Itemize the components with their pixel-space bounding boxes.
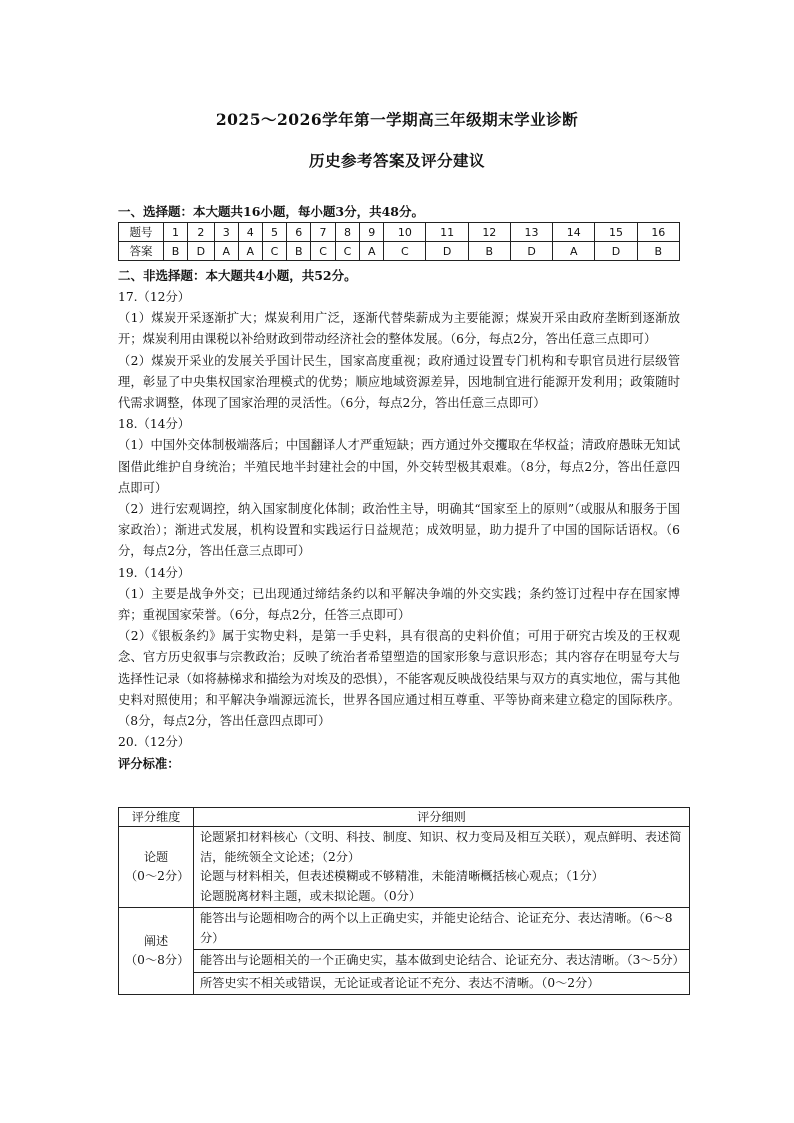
section2-heading: 二、非选择题：本大题共4小题，共52分。 (118, 268, 357, 283)
question-number: 13 (510, 223, 552, 242)
section1-heading: 一、选择题：本大题共16小题，每小题3分，共48分。 (118, 204, 424, 219)
answer-letter: A (214, 242, 238, 261)
question-number: 2 (188, 223, 215, 242)
answer-letter: D (595, 242, 637, 261)
q18-part2: （2）进行宏观调控，纳入国家制度化体制；政治性主导，明确其“国家至上的原则”（或服从和服务于国家政治）；渐进式发展，机构设置和实践运行日益规范；成效明显，助力提升了中国的国际话语权。（6分，每点2分，答出任意三点即可） (118, 502, 680, 559)
question-number: 16 (637, 223, 679, 242)
rubric-thesis-row (119, 827, 690, 908)
question-number: 7 (311, 223, 335, 242)
answer-letter: D (426, 242, 468, 261)
thesis-criterion: 论题与材料相关，但表述模糊或不够精准，未能清晰概括核心观点；（1分） (200, 869, 604, 883)
question-number: 6 (287, 223, 311, 242)
answer-letter: B (468, 242, 510, 261)
answer-letter: D (188, 242, 215, 261)
answer-letter-row (119, 242, 680, 261)
row-label-number: 题号 (119, 223, 164, 242)
question-number: 9 (360, 223, 384, 242)
q19-part1: （1）主要是战争外交；已出现通过缔结条约以和平解决争端的外交实践；条约签订过程中存在国家博弈；重视国家荣誉。（6分，每点2分，任答三点即可） (118, 586, 680, 623)
q19-heading: 19.（14分） (118, 565, 191, 580)
rubric-argue-row (119, 950, 690, 973)
answer-letter: A (360, 242, 384, 261)
answer-letter: C (262, 242, 286, 261)
rubric-thesis-details (194, 827, 690, 908)
q19-part2: （2）《银板条约》属于实物史料，是第一手史料，具有很高的史料价值；可用于研究古埃及的王权观念、官方历史叙事与宗教政治；反映了统治者希望塑造的国家形象与意识形态；其内容存在明显夸大与选择性记录（如将赫梯求和描绘为对埃及的恐惧），不能客观反映战役结果与双方的真实地位，需与其他史料对照使用；和平解决争端源远流长，世界各国应通过相互尊重、平等协商来建立稳定的国际秩序。（8分，每点2分，答出任意四点即可） (118, 629, 680, 729)
question-number: 15 (595, 223, 637, 242)
q20-heading: 20.（12分） (118, 735, 191, 750)
rubric-argue-row (119, 908, 690, 950)
argue-criterion: 能答出与论题相吻合的两个以上正确史实，并能史论结合、论证充分、表达清晰。（6～8分） (194, 908, 690, 950)
answer-letter: C (335, 242, 359, 261)
rubric-col-details: 评分细则 (194, 808, 690, 827)
thesis-label: 论题 (143, 849, 169, 864)
question-number: 4 (238, 223, 262, 242)
thesis-criterion: 论题脱离材料主题，或未拟论题。（0分） (200, 888, 422, 903)
rubric-header-row (119, 808, 690, 827)
answer-number-row (119, 223, 680, 242)
answer-letter: A (238, 242, 262, 261)
answer-letter: B (637, 242, 679, 261)
thesis-criterion: 论题紧扣材料核心（文明、科技、制度、知识、权力变局及相互关联），观点鲜明、表述简洁，能统领全文论述；（2分） (200, 830, 682, 864)
argue-label: 阐述 (143, 933, 169, 948)
answer-letter: D (510, 242, 552, 261)
rubric-label: 评分标准： (118, 756, 180, 772)
question-number: 3 (214, 223, 238, 242)
q17-heading: 17.（12分） (118, 290, 191, 304)
argue-range: （0～8分） (125, 953, 190, 967)
row-label-answer: 答案 (119, 242, 164, 261)
answer-letter: B (164, 242, 188, 261)
rubric-argue-dimension (119, 908, 194, 995)
question-number: 1 (164, 223, 188, 242)
answer-letter: C (311, 242, 335, 261)
answer-letter: C (384, 242, 426, 261)
q17-part2: （2）煤炭开采业的发展关乎国计民生，国家高度重视；政府通过设置专门机构和专职官员进行层级管理，彰显了中央集权国家治理模式的优势；顺应地域资源差异，因地制宜进行能源开发利用；政策随时代需求调整，体现了国家治理的灵活性。（6分，每点2分，答出任意三点即可） (118, 353, 680, 411)
rubric-table (118, 807, 690, 995)
question-number: 14 (553, 223, 595, 242)
free-response-answers (118, 287, 680, 775)
q17-part1: （1）煤炭开采逐渐扩大；煤炭利用广泛，逐渐代替柴薪成为主要能源；煤炭开采由政府垄断到逐渐放开；煤炭利用由课税以补给财政到带动经济社会的整体发展。（6分，每点2分，答出任意三点即可） (118, 311, 680, 347)
rubric-argue-row (119, 972, 690, 995)
answer-key-table (118, 222, 680, 261)
question-number: 11 (426, 223, 468, 242)
document-title: 2025～2026学年第一学期高三年级期末学业诊断 (215, 110, 579, 129)
argue-criterion: 能答出与论题相关的一个正确史实，基本做到史论结合、论证充分、表达清晰。（3～5分） (194, 950, 690, 973)
question-number: 8 (335, 223, 359, 242)
document-subtitle: 历史参考答案及评分建议 (308, 151, 485, 170)
rubric-thesis-dimension (119, 827, 194, 908)
answer-letter: A (553, 242, 595, 261)
q18-heading: 18.（14分） (118, 417, 191, 432)
rubric-col-dimension: 评分维度 (119, 808, 194, 827)
question-number: 10 (384, 223, 426, 242)
question-number: 12 (468, 223, 510, 242)
answer-letter: B (287, 242, 311, 261)
thesis-range: （0～2分） (125, 869, 190, 883)
q18-part1: （1）中国外交体制极端落后；中国翻译人才严重短缺；西方通过外交攫取在华权益；清政府愚昧无知试图借此维护自身统治；半殖民地半封建社会的中国，外交转型极其艰难。（8分，每点2分，答出任意四点即可） (118, 438, 680, 495)
argue-criterion: 所答史实不相关或错误，无论证或者论证不充分、表达不清晰。（0～2分） (194, 972, 690, 995)
question-number: 5 (262, 223, 286, 242)
